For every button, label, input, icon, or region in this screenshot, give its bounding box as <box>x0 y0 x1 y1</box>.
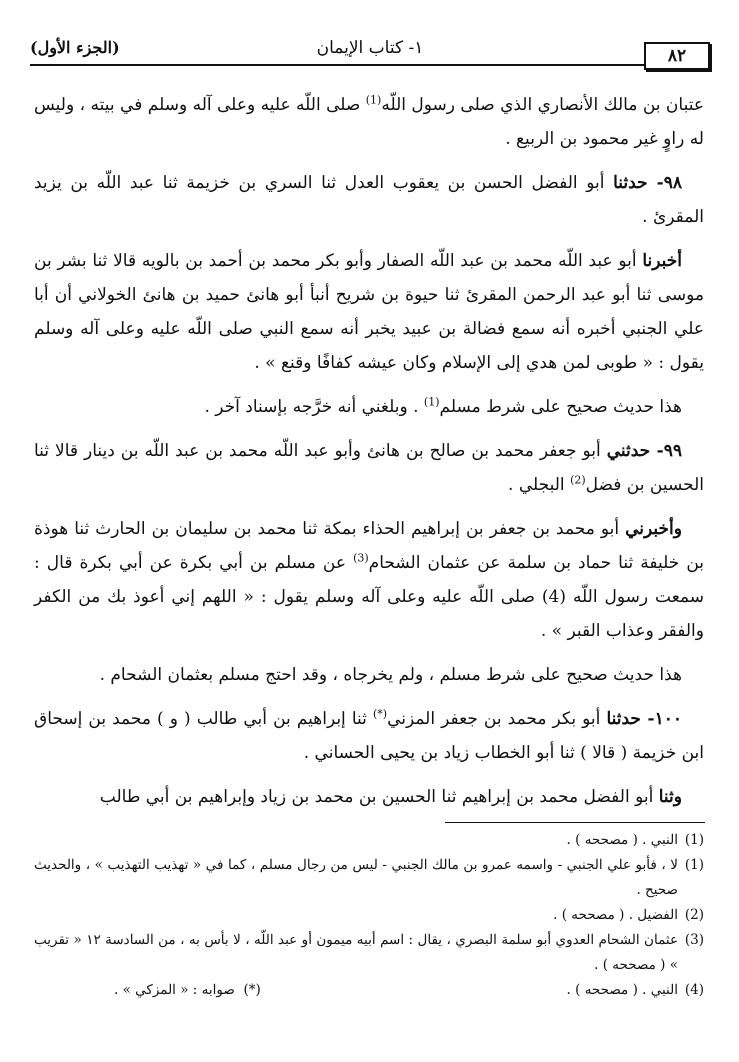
footnote: (1) النبي . ( مصححه ) . <box>566 832 704 848</box>
paragraph: عتبان بن مالك الأنصاري الذي صلى رسول اللّه$^{(1)}$ صلى اللّه عليه وعلى آله وسلم في بيته ، وليس له راوٍ غير محمود بن الربيع . <box>34 93 705 149</box>
hadith-98-text: أخبرنا أبو عبد اللّه محمد بن عبد اللّه الصفار وأبو بكر محمد بن أحمد بن بالويه قالا ثنا بشر بن موسى ثنا أبو عبد الرحمن المقرئ ثنا حيوة بن شريح أنبأ أبو هانئ حميد بن هانئ الخولاني أن أبا علي الجنبي أخبره أنه سمع فضالة بن عبيد يخبر أنه سمع النبي صلى اللّه عليه وعلى آله وسلم يقول : « طوبى لمن هدي إلى الإسلام وكان عيشه كفافًا وقنع » . <box>34 251 704 373</box>
chapter-title: ١- كتاب الإيمان <box>316 38 424 58</box>
main-text <box>34 88 704 824</box>
footnote: (1) لا ، فأبو علي الجنبي - واسمه عمرو بن مالك الجنبي - ليس من رجال مسلم ، كما في « تهذيب التهذيب » ، والحديث صحيح . <box>34 857 704 898</box>
star-footnote: (*) صوابه : « المزكي » . <box>114 982 261 998</box>
footnote: (2) الفضيل . ( مصححه ) . <box>553 907 704 923</box>
volume-label: (الجزء الأول) <box>30 38 120 57</box>
footnote-last-row <box>34 978 704 1003</box>
footnote: (4) النبي . ( مصححه ) . <box>566 982 704 998</box>
hadith-99-text: وأخبرني أبو محمد بن جعفر بن إبراهيم الحذاء بمكة ثنا محمد بن سليمان بن الحارث ثنا هوذة بن خليفة ثنا حماد بن سلمة عن عثمان الشحام$^{(3)}$ عن مسلم بن أبي بكرة عن أبي بكرة قال : سمعت رسول اللّه (4) صلى اللّه عليه وعلى آله وسلم يقول : « اللهم إني أعوذ بك من الكفر والفقر وعذاب القبر » . <box>34 519 704 641</box>
hadith-99-grading: هذا حديث صحيح على شرط مسلم ، ولم يخرجاه ، وقد احتج مسلم بعثمان الشحام . <box>99 665 682 685</box>
hadith-100-second-chain: وثنا أبو الفضل محمد بن إبراهيم ثنا الحسين بن محمد بن زياد وإبراهيم بن أبي طالب <box>99 787 682 807</box>
header-rule <box>30 64 644 66</box>
footnotes <box>34 828 704 1003</box>
hadith-98-grading: هذا حديث صحيح على شرط مسلم$^{(1)}$ . وبلغني أنه خرَّجه بإسناد آخر . <box>204 395 682 417</box>
footnote: (3) عثمان الشحام العدوي أبو سلمة البصري ، يقال : اسم أبيه ميمون أو عبد اللّه ، لا بأس به ، من السادسة ١٢ « تقريب » ( مصححه ) . <box>34 932 704 973</box>
hadith-100-chain: ١٠٠- حدثنا أبو بكر محمد بن جعفر المزني(*) ثنا إبراهيم بن أبي طالب ( و ) محمد بن إسحاق ابن خزيمة ( قالا ) ثنا أبو الخطاب زياد بن يحيى الحساني . <box>34 707 704 763</box>
page-header <box>30 36 710 76</box>
footnote-rule <box>445 822 705 823</box>
hadith-98-chain: ٩٨- حدثنا أبو الفضل الحسن بن يعقوب العدل ثنا السري بن خزيمة ثنا عبد اللّه بن يزيد المقرئ . <box>34 173 704 227</box>
page-number: ٨٢ <box>667 46 687 66</box>
hadith-99-chain: ٩٩- حدثني أبو جعفر محمد بن صالح بن هانئ وأبو عبد اللّه محمد بن عبد اللّه بن دينار قالا ثنا الحسين بن فضل$^{(2)}$ البجلي . <box>34 441 704 495</box>
